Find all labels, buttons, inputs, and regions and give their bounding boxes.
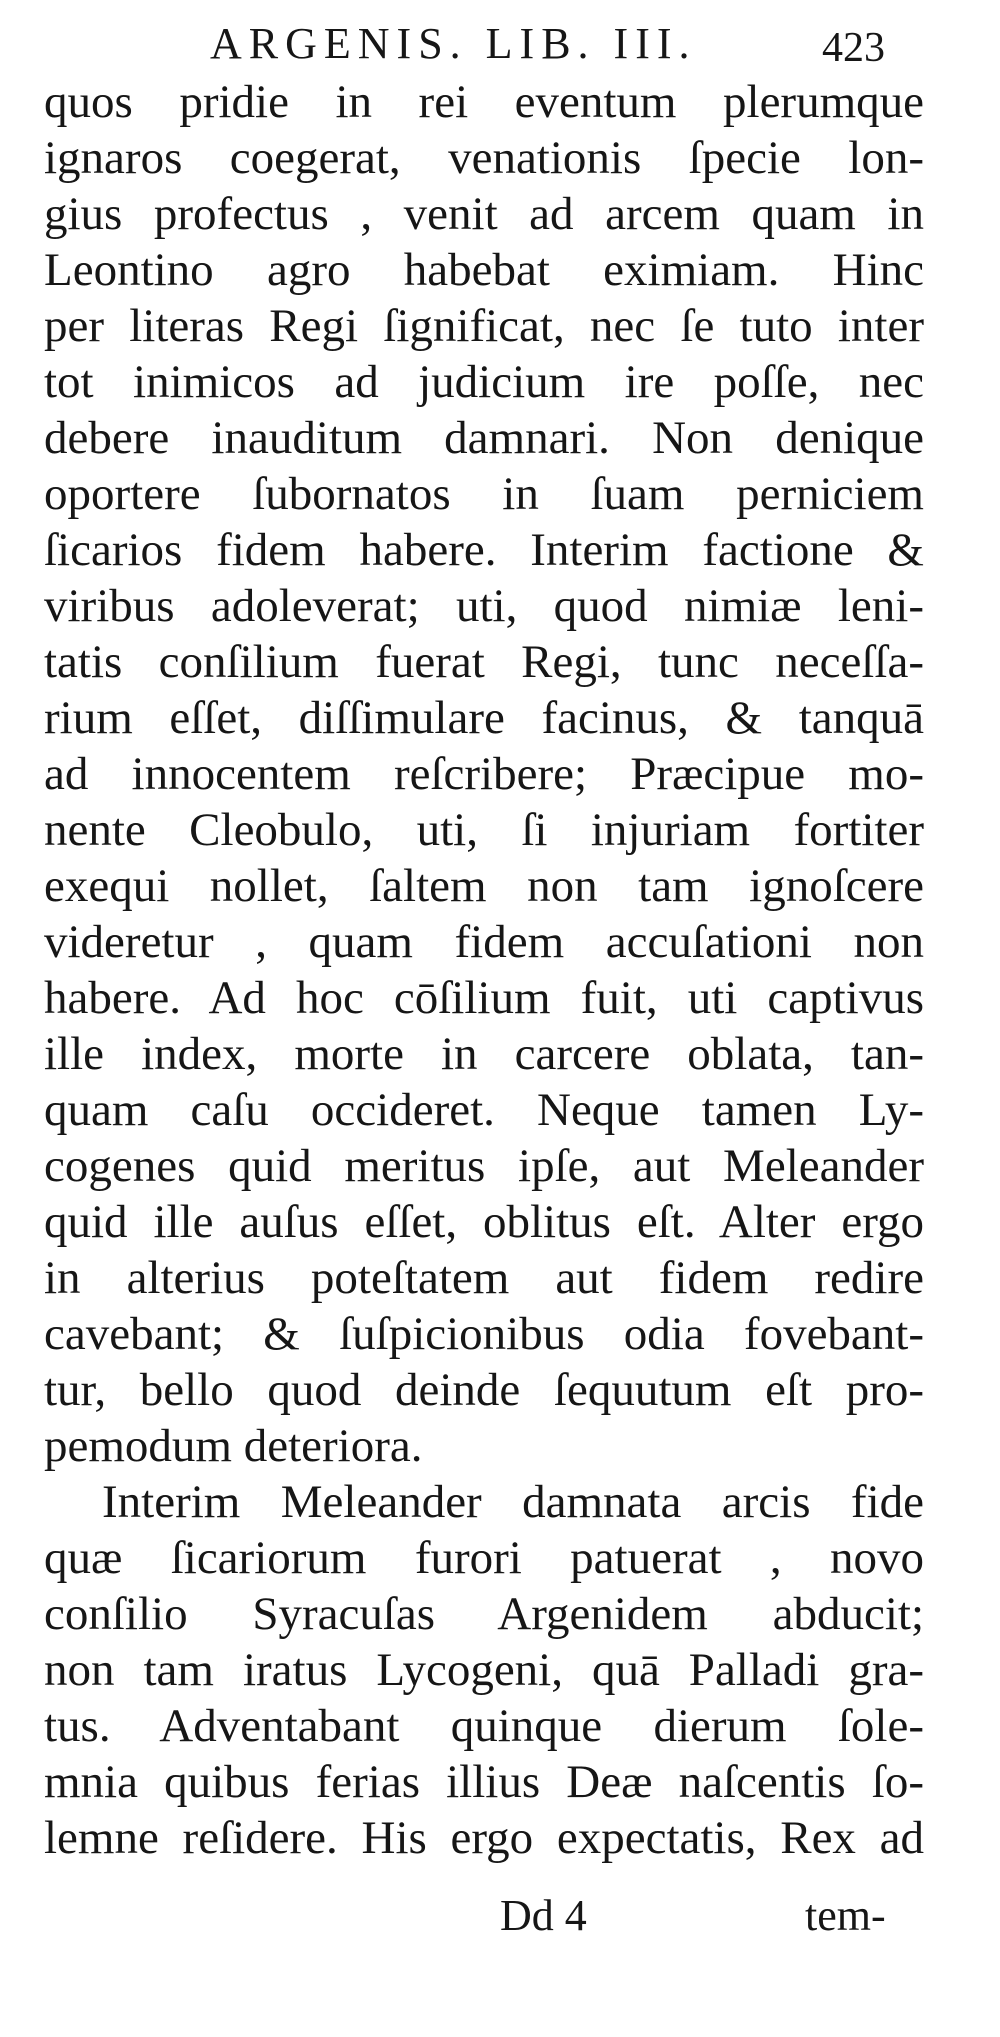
- text-line: debere inauditum damnari. Non denique: [44, 412, 924, 464]
- text-line: Leontino agro habebat eximiam. Hinc: [44, 244, 924, 296]
- text-line: quid ille auſus eſſet, oblitus eſt. Alter ergo: [44, 1196, 924, 1248]
- text-line: tur, bello quod deinde ſequutum eſt pro-: [44, 1364, 924, 1416]
- text-line: per literas Regi ſignificat, nec ſe tuto inter: [44, 300, 924, 352]
- text-line: cavebant; & ſuſpicionibus odia fovebant-: [44, 1308, 924, 1360]
- text-line: Interim Meleander damnata arcis fide: [102, 1476, 924, 1528]
- catchword: tem-: [805, 1891, 886, 1940]
- text-line: non tam iratus Lycogeni, quā Palladi gra-: [44, 1644, 924, 1696]
- text-line: lemne reſidere. His ergo expectatis, Rex ad: [44, 1812, 924, 1864]
- text-line: tus. Adventabant quinque dierum ſole-: [44, 1700, 924, 1752]
- page-number: 423: [822, 25, 885, 71]
- text-line: exequi nollet, ſaltem non tam ignoſcere: [44, 860, 924, 912]
- text-line: conſilio Syracuſas Argenidem abducit;: [44, 1588, 924, 1640]
- text-line: viribus adoleverat; uti, quod nimiæ leni-: [44, 580, 924, 632]
- running-head: ARGENIS. LIB. III.: [210, 19, 697, 68]
- text-line: ignaros coegerat, venationis ſpecie lon-: [44, 132, 924, 184]
- text-line: tot inimicos ad judicium ire poſſe, nec: [44, 356, 924, 408]
- text-line: quam caſu occideret. Neque tamen Ly-: [44, 1084, 924, 1136]
- text-line: pemodum deteriora.: [44, 1420, 423, 1472]
- text-line: oportere ſubornatos in ſuam perniciem: [44, 468, 924, 520]
- text-line: nente Cleobulo, uti, ſi injuriam fortiter: [44, 804, 924, 856]
- text-line: in alterius poteſtatem aut fidem redire: [44, 1252, 924, 1304]
- text-line: videretur , quam fidem accuſationi non: [44, 916, 924, 968]
- text-line: tatis conſilium fuerat Regi, tunc neceſſa-: [44, 636, 924, 688]
- text-line: rium eſſet, diſſimulare facinus, & tanquā: [44, 692, 924, 744]
- text-line: cogenes quid meritus ipſe, aut Meleander: [44, 1140, 924, 1192]
- text-line: habere. Ad hoc cōſilium fuit, uti captivus: [44, 972, 924, 1024]
- main-text: [44, 74, 924, 1866]
- text-line: ad innocentem reſcribere; Præcipue mo-: [44, 748, 924, 800]
- text-line: ſicarios fidem habere. Interim factione &: [44, 524, 924, 576]
- text-line: quæ ſicariorum furori patuerat , novo: [44, 1532, 924, 1584]
- text-line: quos pridie in rei eventum plerumque: [44, 76, 924, 128]
- signature-mark: Dd 4: [500, 1891, 587, 1940]
- text-line: ille index, morte in carcere oblata, tan-: [44, 1028, 924, 1080]
- text-line: gius profectus , venit ad arcem quam in: [44, 188, 924, 240]
- text-line: mnia quibus ferias illius Deæ naſcentis ſo-: [44, 1756, 924, 1808]
